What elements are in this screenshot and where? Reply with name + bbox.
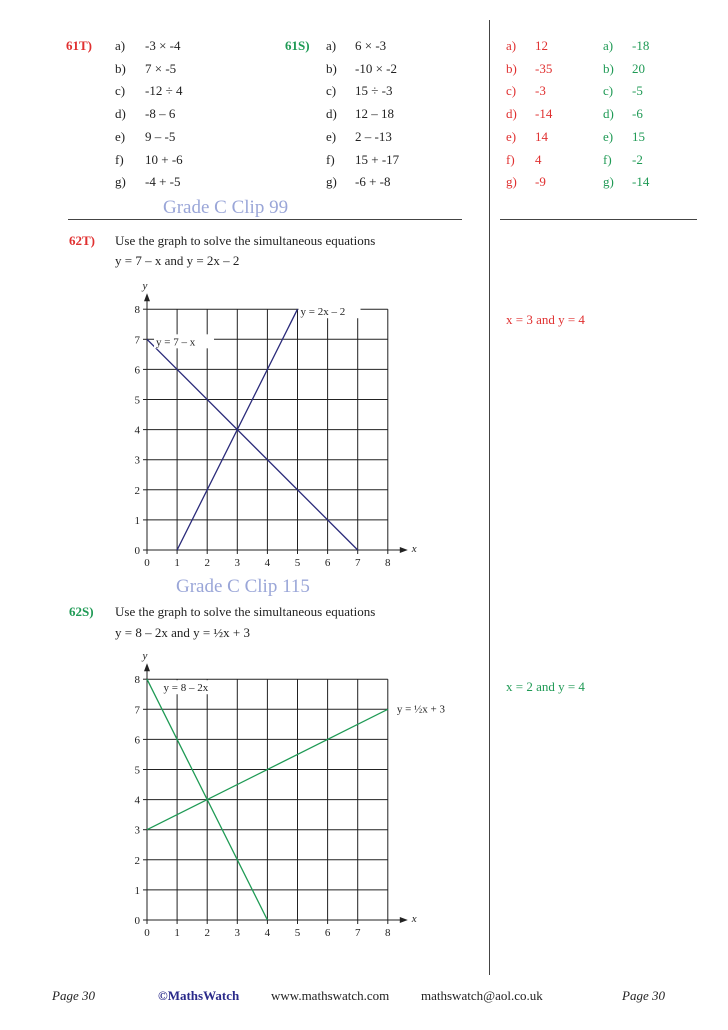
x-tick-label: 1 bbox=[174, 557, 180, 569]
question-61s-label: d) bbox=[326, 106, 337, 121]
y-tick-label: 5 bbox=[134, 394, 140, 407]
question-62s-line1: Use the graph to solve the simultaneous equations bbox=[115, 604, 376, 619]
answer-61t-value: -9 bbox=[535, 174, 546, 189]
answer-61s-label: d) bbox=[603, 106, 614, 121]
x-tick-label: 4 bbox=[264, 557, 271, 569]
y-tick-label: 3 bbox=[134, 824, 140, 837]
divider-61-left bbox=[68, 219, 462, 220]
x-tick-label: 1 bbox=[174, 927, 180, 939]
question-61t-label: c) bbox=[115, 83, 126, 98]
footer-email[interactable]: mathswatch@aol.co.uk bbox=[421, 988, 543, 1003]
x-tick-label: 5 bbox=[294, 557, 301, 569]
question-61t-label: g) bbox=[115, 174, 126, 189]
answer-61t-value: -35 bbox=[535, 61, 553, 76]
answer-61t-label: a) bbox=[506, 38, 517, 53]
answer-61t-label: c) bbox=[506, 83, 517, 98]
answer-61s-label: g) bbox=[603, 174, 614, 189]
question-61s-label: g) bbox=[326, 174, 337, 189]
question-61t-label: d) bbox=[115, 106, 126, 121]
question-61t-label: e) bbox=[115, 129, 126, 144]
answer-61s-label: c) bbox=[603, 83, 614, 98]
question-61s-label: c) bbox=[326, 83, 337, 98]
answer-61s-value: 15 bbox=[632, 129, 645, 144]
y-tick-label: 2 bbox=[134, 854, 140, 867]
question-62s-line2: y = 8 – 2x and y = ½x + 3 bbox=[115, 625, 251, 640]
x-tick-label: 5 bbox=[294, 927, 301, 939]
x-tick-label: 6 bbox=[324, 557, 331, 569]
answer-61s-label: a) bbox=[603, 38, 614, 53]
x-tick-label: 6 bbox=[324, 927, 331, 939]
y-tick-label: 2 bbox=[134, 484, 140, 497]
question-61s-label: e) bbox=[326, 129, 337, 144]
answer-61t-label: g) bbox=[506, 174, 517, 189]
graph-62t bbox=[120, 278, 417, 578]
question-61t-expression: 10 + -6 bbox=[145, 152, 183, 167]
answer-61s-label: b) bbox=[603, 61, 614, 76]
answer-61s-value: -6 bbox=[632, 106, 643, 121]
x-tick-label: 8 bbox=[385, 557, 391, 569]
answer-61t-label: e) bbox=[506, 129, 517, 144]
footer-page-right: Page 30 bbox=[622, 988, 665, 1003]
y-axis-arrow bbox=[144, 663, 150, 671]
y-tick-label: 8 bbox=[134, 674, 140, 687]
question-61s-expression: 12 – 18 bbox=[355, 106, 394, 121]
answer-61t-label: f) bbox=[506, 152, 515, 167]
column-divider bbox=[489, 20, 490, 975]
question-61s-label: b) bbox=[326, 61, 337, 76]
answer-61s-value: 20 bbox=[632, 61, 645, 76]
y-tick-label: 3 bbox=[134, 454, 140, 467]
answer-62t: x = 3 and y = 4 bbox=[506, 312, 585, 327]
graph-62s bbox=[120, 648, 460, 948]
question-61t-expression: 7 × -5 bbox=[145, 61, 177, 76]
y-tick-label: 4 bbox=[134, 794, 140, 807]
answer-61s-value: -5 bbox=[632, 83, 643, 98]
y-tick-label: 6 bbox=[134, 364, 140, 377]
question-61s-label: a) bbox=[326, 38, 337, 53]
x-axis-arrow bbox=[400, 547, 408, 553]
question-62t-line2: y = 7 – x and y = 2x – 2 bbox=[115, 253, 240, 268]
x-tick-label: 8 bbox=[385, 927, 391, 939]
x-tick-label: 2 bbox=[204, 927, 210, 939]
y-tick-label: 1 bbox=[134, 514, 140, 527]
question-61s-expression: -10 × -2 bbox=[355, 61, 397, 76]
question-61t-expression: -4 + -5 bbox=[145, 174, 181, 189]
y-tick-label: 0 bbox=[134, 915, 140, 927]
y-tick-label: 7 bbox=[134, 704, 140, 717]
question-61s-number: 61S) bbox=[285, 38, 310, 53]
question-62s-number: 62S) bbox=[69, 604, 94, 619]
question-61s-expression: -6 + -8 bbox=[355, 174, 391, 189]
x-tick-label: 7 bbox=[354, 557, 361, 569]
question-62t-line1: Use the graph to solve the simultaneous equations bbox=[115, 233, 376, 248]
answer-61t-value: -3 bbox=[535, 83, 546, 98]
question-62t-number: 62T) bbox=[69, 233, 95, 248]
x-axis-label: x bbox=[411, 913, 417, 925]
x-tick-label: 0 bbox=[144, 927, 150, 939]
x-tick-label: 7 bbox=[354, 927, 361, 939]
x-tick-label: 3 bbox=[234, 557, 241, 569]
y-tick-label: 6 bbox=[134, 734, 140, 747]
question-61t-label: f) bbox=[115, 152, 124, 167]
answer-61s-value: -2 bbox=[632, 152, 643, 167]
answer-61t-value: 12 bbox=[535, 38, 548, 53]
series-label: y = ½x + 3 bbox=[396, 703, 446, 716]
question-61s-label: f) bbox=[326, 152, 335, 167]
question-61t-expression: -8 – 6 bbox=[145, 106, 176, 121]
series-label: y = 8 – 2x bbox=[163, 682, 209, 695]
answer-61t-label: d) bbox=[506, 106, 517, 121]
question-61s-expression: 15 ÷ -3 bbox=[355, 83, 393, 98]
y-axis-label: y bbox=[142, 280, 148, 293]
answer-61t-value: 4 bbox=[535, 152, 542, 167]
answer-61s-value: -14 bbox=[632, 174, 650, 189]
question-61t-expression: -12 ÷ 4 bbox=[145, 83, 183, 98]
x-tick-label: 4 bbox=[264, 927, 271, 939]
series-label: y = 2x – 2 bbox=[300, 306, 346, 319]
y-axis-label: y bbox=[142, 650, 148, 663]
x-tick-label: 3 bbox=[234, 927, 241, 939]
question-61s-expression: 2 – -13 bbox=[355, 129, 392, 144]
x-axis-label: x bbox=[411, 543, 417, 555]
clip-99-heading: Grade C Clip 99 bbox=[163, 197, 289, 218]
answer-61s-label: f) bbox=[603, 152, 612, 167]
y-tick-label: 0 bbox=[134, 545, 140, 557]
question-61s-expression: 6 × -3 bbox=[355, 38, 387, 53]
answer-61t-label: b) bbox=[506, 61, 517, 76]
x-tick-label: 2 bbox=[204, 557, 210, 569]
footer-page-left: Page 30 bbox=[52, 988, 95, 1003]
answer-61t-value: -14 bbox=[535, 106, 553, 121]
y-tick-label: 4 bbox=[134, 424, 140, 437]
question-61t-expression: 9 – -5 bbox=[145, 129, 176, 144]
series-label: y = 7 – x bbox=[156, 336, 196, 349]
question-61t-expression: -3 × -4 bbox=[145, 38, 181, 53]
series-line bbox=[147, 339, 358, 550]
x-tick-label: 0 bbox=[144, 557, 150, 569]
x-axis-arrow bbox=[400, 917, 408, 923]
divider-61-right bbox=[500, 219, 697, 220]
y-tick-label: 5 bbox=[134, 764, 140, 777]
answer-61s-label: e) bbox=[603, 129, 614, 144]
y-tick-label: 8 bbox=[134, 304, 140, 317]
footer-brand: ©MathsWatch bbox=[158, 988, 240, 1003]
question-61t-label: a) bbox=[115, 38, 126, 53]
clip-115-heading: Grade C Clip 115 bbox=[176, 576, 310, 597]
y-tick-label: 1 bbox=[134, 884, 140, 897]
y-tick-label: 7 bbox=[134, 334, 140, 347]
question-61t-label: b) bbox=[115, 61, 126, 76]
question-61s-expression: 15 + -17 bbox=[355, 152, 400, 167]
footer-website[interactable]: www.mathswatch.com bbox=[271, 988, 390, 1003]
question-61t-number: 61T) bbox=[66, 38, 92, 53]
y-axis-arrow bbox=[144, 293, 150, 301]
answer-61s-value: -18 bbox=[632, 38, 650, 53]
answer-62s: x = 2 and y = 4 bbox=[506, 679, 585, 694]
answer-61t-value: 14 bbox=[535, 129, 548, 144]
